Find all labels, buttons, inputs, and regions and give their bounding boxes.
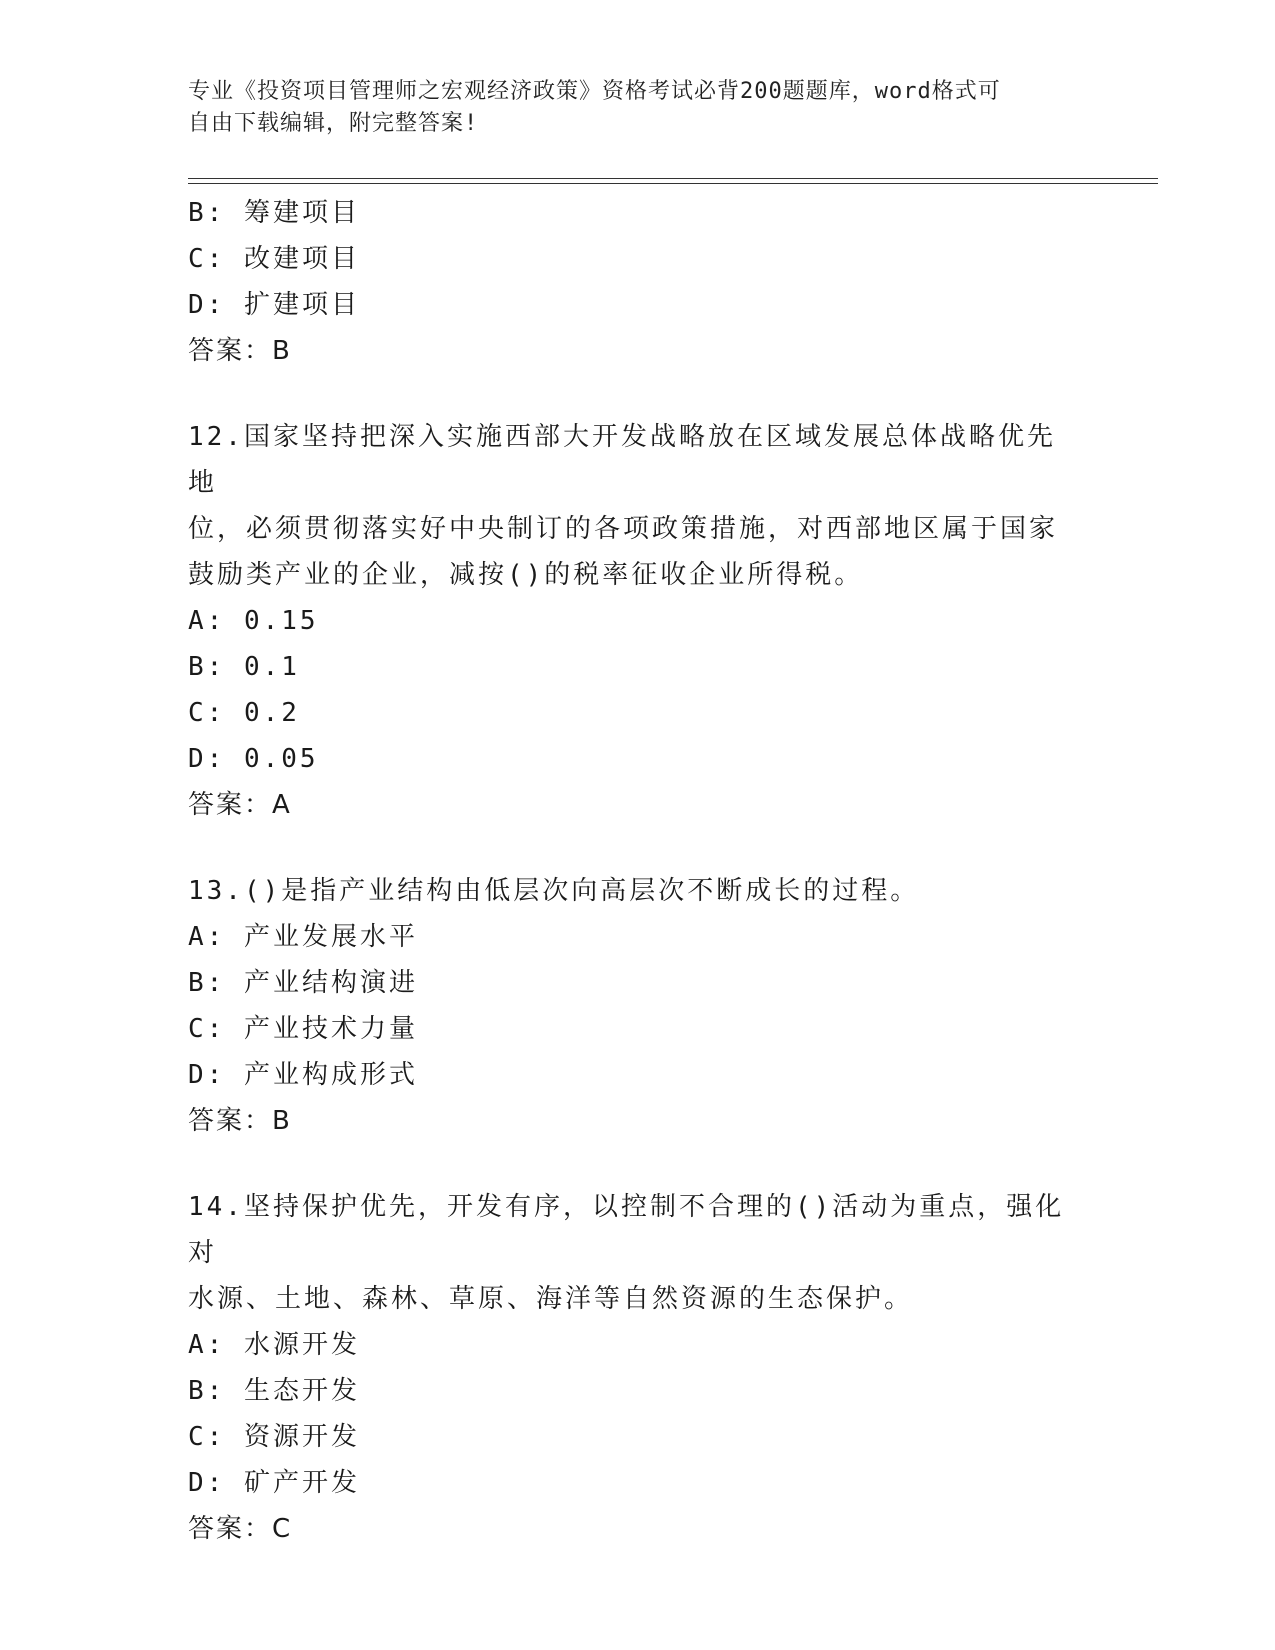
header-rule-bottom (188, 183, 1158, 184)
question-stem-line: 鼓励类产业的企业，减按()的税率征收企业所得税。 (188, 560, 864, 590)
option-d: D: 矿产开发 (188, 1468, 360, 1498)
answer-line: 答案：B (188, 1106, 292, 1136)
option-c: C: 产业技术力量 (188, 1014, 418, 1044)
option-d: D: 产业构成形式 (188, 1060, 418, 1090)
option-b: B: 产业结构演进 (188, 968, 418, 998)
option-a: A: 0.15 (188, 606, 319, 636)
question-gap (188, 828, 1088, 868)
question-gap (188, 1144, 1088, 1184)
option-c: C: 资源开发 (188, 1422, 360, 1452)
option-a: A: 产业发展水平 (188, 922, 418, 952)
option-d: D: 扩建项目 (188, 290, 360, 320)
option-c: C: 0.2 (188, 698, 300, 728)
question-stem-line: 位，必须贯彻落实好中央制订的各项政策措施，对西部地区属于国家 (188, 514, 1059, 544)
answer-line: 答案：A (188, 790, 292, 820)
question-stem-line: 14.坚持保护优先，开发有序，以控制不合理的()活动为重点，强化对 (188, 1192, 1065, 1268)
answer-line: 答案：B (188, 336, 292, 366)
question-gap (188, 374, 1088, 414)
header-title-line-1: 专业《投资项目管理师之宏观经济政策》资格考试必背200题题库，word格式可 (188, 79, 1001, 104)
question-13 (188, 868, 1088, 1144)
question-stem-line: 13.()是指产业结构由低层次向高层次不断成长的过程。 (188, 876, 920, 906)
question-stem-line: 12.国家坚持把深入实施西部大开发战略放在区域发展总体战略优先地 (188, 422, 1056, 498)
option-a: A: 水源开发 (188, 1330, 360, 1360)
header-rule-top (188, 178, 1158, 179)
option-b: B: 生态开发 (188, 1376, 360, 1406)
document-header (188, 76, 1088, 140)
question-12 (188, 414, 1088, 828)
question-stem-line: 水源、土地、森林、草原、海洋等自然资源的生态保护。 (188, 1284, 914, 1314)
option-b: B: 筹建项目 (188, 198, 360, 228)
question-list (188, 190, 1088, 1552)
option-b: B: 0.1 (188, 652, 300, 682)
question-14 (188, 1184, 1088, 1552)
option-c: C: 改建项目 (188, 244, 360, 274)
option-d: D: 0.05 (188, 744, 319, 774)
header-title-line-2: 自由下载编辑，附完整答案! (188, 111, 479, 136)
answer-line: 答案：C (188, 1514, 293, 1544)
question-continued (188, 190, 1088, 374)
